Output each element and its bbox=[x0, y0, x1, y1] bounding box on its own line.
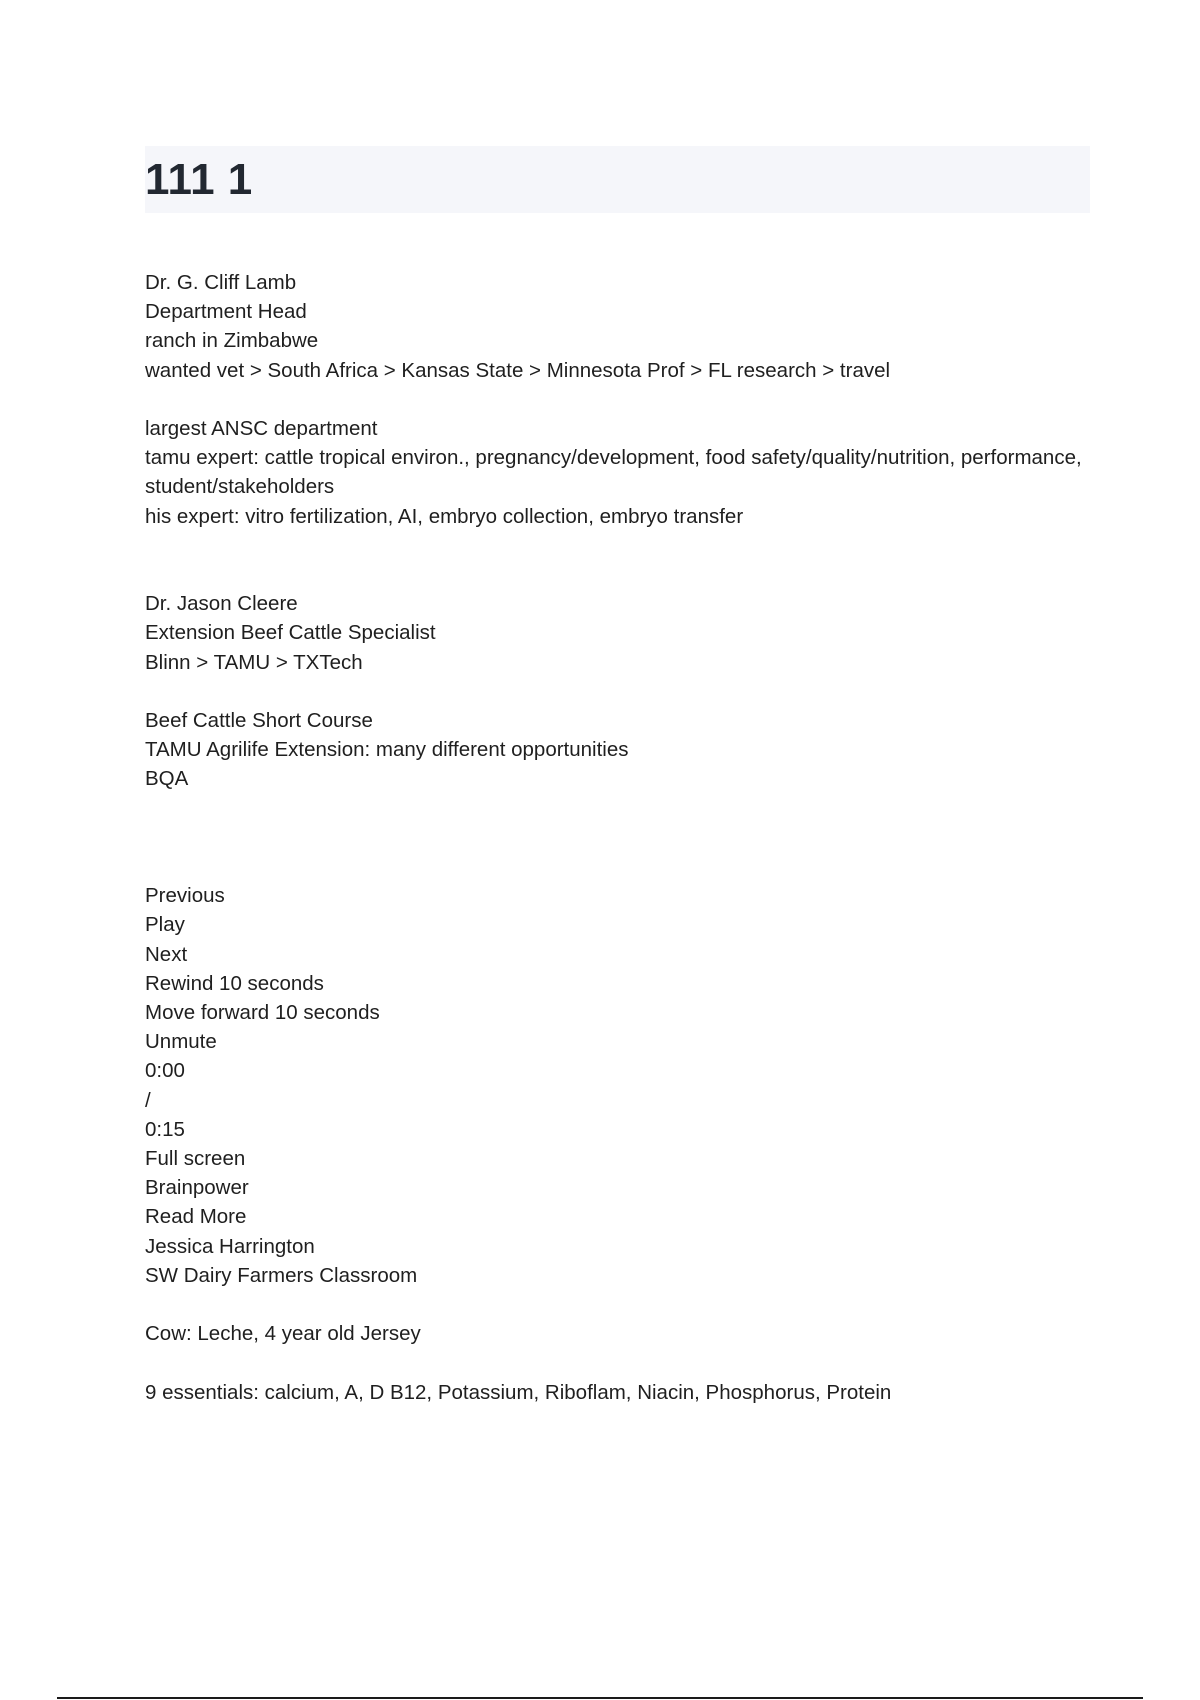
section-jason-cleere bbox=[145, 589, 1095, 677]
brand-link[interactable]: Brainpower bbox=[145, 1176, 249, 1200]
duration: 0:15 bbox=[145, 1117, 185, 1141]
text-line: wanted vet > South Africa > Kansas State > Minnesota Prof > FL research > travel bbox=[145, 358, 891, 382]
text-line: TAMU Agrilife Extension: many different opportunities bbox=[145, 738, 629, 762]
rewind-button[interactable]: Rewind 10 seconds bbox=[145, 971, 324, 995]
text-line: BQA bbox=[145, 767, 189, 791]
text-line: Dr. Jason Cleere bbox=[145, 592, 298, 616]
section-cliff-lamb bbox=[145, 268, 1095, 385]
read-more-link[interactable]: Read More bbox=[145, 1205, 247, 1229]
section-beef-cattle bbox=[145, 706, 1095, 794]
section-cow bbox=[145, 1319, 1095, 1348]
previous-button[interactable]: Previous bbox=[145, 884, 225, 908]
fullscreen-button[interactable]: Full screen bbox=[145, 1147, 246, 1171]
play-button[interactable]: Play bbox=[145, 913, 185, 937]
text-line: Jessica Harrington bbox=[145, 1234, 315, 1258]
current-time: 0:00 bbox=[145, 1059, 185, 1083]
text-line: 9 essentials: calcium, A, D B12, Potassium, Riboflam, Niacin, Phosphorus, Protein bbox=[145, 1380, 892, 1404]
text-line: Cow: Leche, 4 year old Jersey bbox=[145, 1322, 421, 1346]
text-line: Blinn > TAMU > TXTech bbox=[145, 650, 363, 674]
section-essentials bbox=[145, 1378, 1095, 1407]
text-line: SW Dairy Farmers Classroom bbox=[145, 1263, 418, 1287]
footer-divider bbox=[57, 1697, 1143, 1699]
unmute-button[interactable]: Unmute bbox=[145, 1030, 217, 1054]
text-paragraph: tamu expert: cattle tropical environ., pregnancy/development, food safety/quality/nutrition, performance, student/stakeholders bbox=[145, 446, 1082, 499]
text-line: largest ANSC department bbox=[145, 417, 378, 440]
section-jessica-harrington bbox=[145, 1232, 1095, 1290]
forward-button[interactable]: Move forward 10 seconds bbox=[145, 1001, 380, 1025]
text-line: his expert: vitro fertilization, AI, embryo collection, embryo transfer bbox=[145, 504, 744, 528]
document-body bbox=[145, 268, 1095, 1407]
video-player-controls bbox=[145, 881, 1095, 1231]
text-line: Beef Cattle Short Course bbox=[145, 709, 373, 732]
page-title: 111 1 bbox=[145, 155, 253, 204]
time-separator: / bbox=[145, 1088, 151, 1112]
title-banner bbox=[145, 146, 1090, 213]
text-line: ranch in Zimbabwe bbox=[145, 329, 319, 353]
text-line: Extension Beef Cattle Specialist bbox=[145, 621, 436, 645]
next-button[interactable]: Next bbox=[145, 942, 188, 966]
section-ansc-department bbox=[145, 414, 1095, 531]
text-line: Dr. G. Cliff Lamb bbox=[145, 271, 297, 294]
text-line: Department Head bbox=[145, 300, 307, 324]
